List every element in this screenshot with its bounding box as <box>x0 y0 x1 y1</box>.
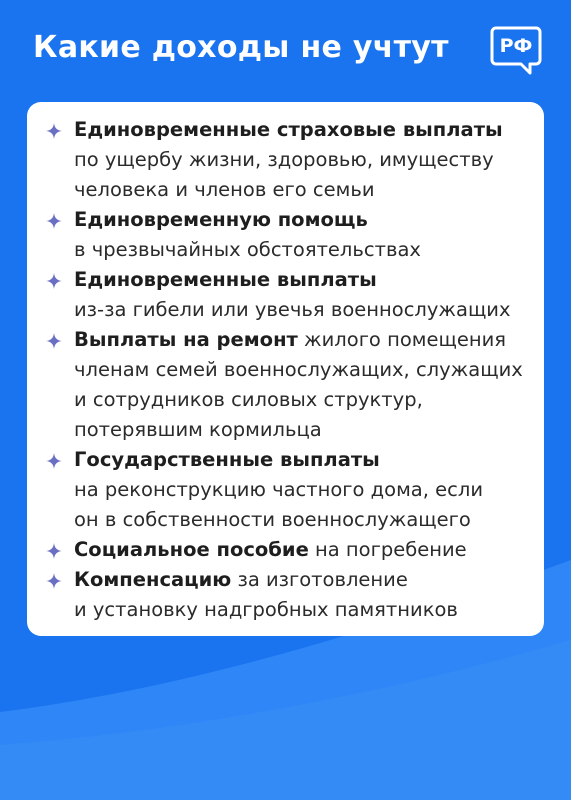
item-first-line <box>74 445 534 475</box>
sparkle-bullet-icon <box>46 333 62 349</box>
sparkle-bullet-icon <box>46 273 62 289</box>
item-heading: Компенсацию <box>74 568 232 591</box>
item-text-line: на реконструкцию частного дома, если <box>74 478 483 501</box>
item-first-line <box>74 565 534 595</box>
item-first-line <box>74 535 534 565</box>
item-text-line: потерявшим кормильца <box>74 418 322 441</box>
list-item <box>46 265 534 325</box>
item-heading: Государственные выплаты <box>74 448 380 471</box>
income-list <box>46 115 534 625</box>
sparkle-bullet-icon <box>46 123 62 139</box>
page-title: Какие доходы не учтут <box>33 30 449 65</box>
item-first-line <box>74 205 534 235</box>
item-inline-text: на погребение <box>308 538 467 561</box>
sparkle-bullet-icon <box>46 453 62 469</box>
item-inline-text: жилого помещения <box>297 328 506 351</box>
list-item <box>46 325 534 445</box>
sparkle-bullet-icon <box>46 213 62 229</box>
list-item <box>46 535 534 565</box>
item-text-line: из-за гибели или увечья военнослужащих <box>74 298 511 321</box>
list-item <box>46 445 534 535</box>
item-text-line: в чрезвычайных обстоятельствах <box>74 238 421 261</box>
list-item <box>46 115 534 205</box>
item-text-line: и сотрудников силовых структур, <box>74 388 423 411</box>
item-text-line: членам семей военнослужащих, служащих <box>74 358 523 381</box>
income-list-card <box>27 102 544 636</box>
item-text-line: по ущербу жизни, здоровью, имуществу <box>74 148 494 171</box>
logo-text: РФ <box>499 35 533 57</box>
item-text-line: он в собственности военнослужащего <box>74 508 471 531</box>
rf-logo <box>490 26 546 76</box>
sparkle-bullet-icon <box>46 573 62 589</box>
sparkle-bullet-icon <box>46 543 62 559</box>
item-first-line <box>74 115 534 145</box>
item-heading: Единовременные выплаты <box>74 268 377 291</box>
list-item <box>46 205 534 265</box>
item-heading: Социальное пособие <box>74 538 309 561</box>
item-text-line: и установку надгробных памятников <box>74 598 458 621</box>
item-inline-text: за изготовление <box>231 568 408 591</box>
item-first-line <box>74 325 534 355</box>
item-heading: Единовременную помощь <box>74 208 368 231</box>
item-heading: Единовременные страховые выплаты <box>74 118 503 141</box>
item-heading: Выплаты на ремонт <box>74 328 298 351</box>
item-text-line: человека и членов его семьи <box>74 178 375 201</box>
list-item <box>46 565 534 625</box>
item-first-line <box>74 265 534 295</box>
